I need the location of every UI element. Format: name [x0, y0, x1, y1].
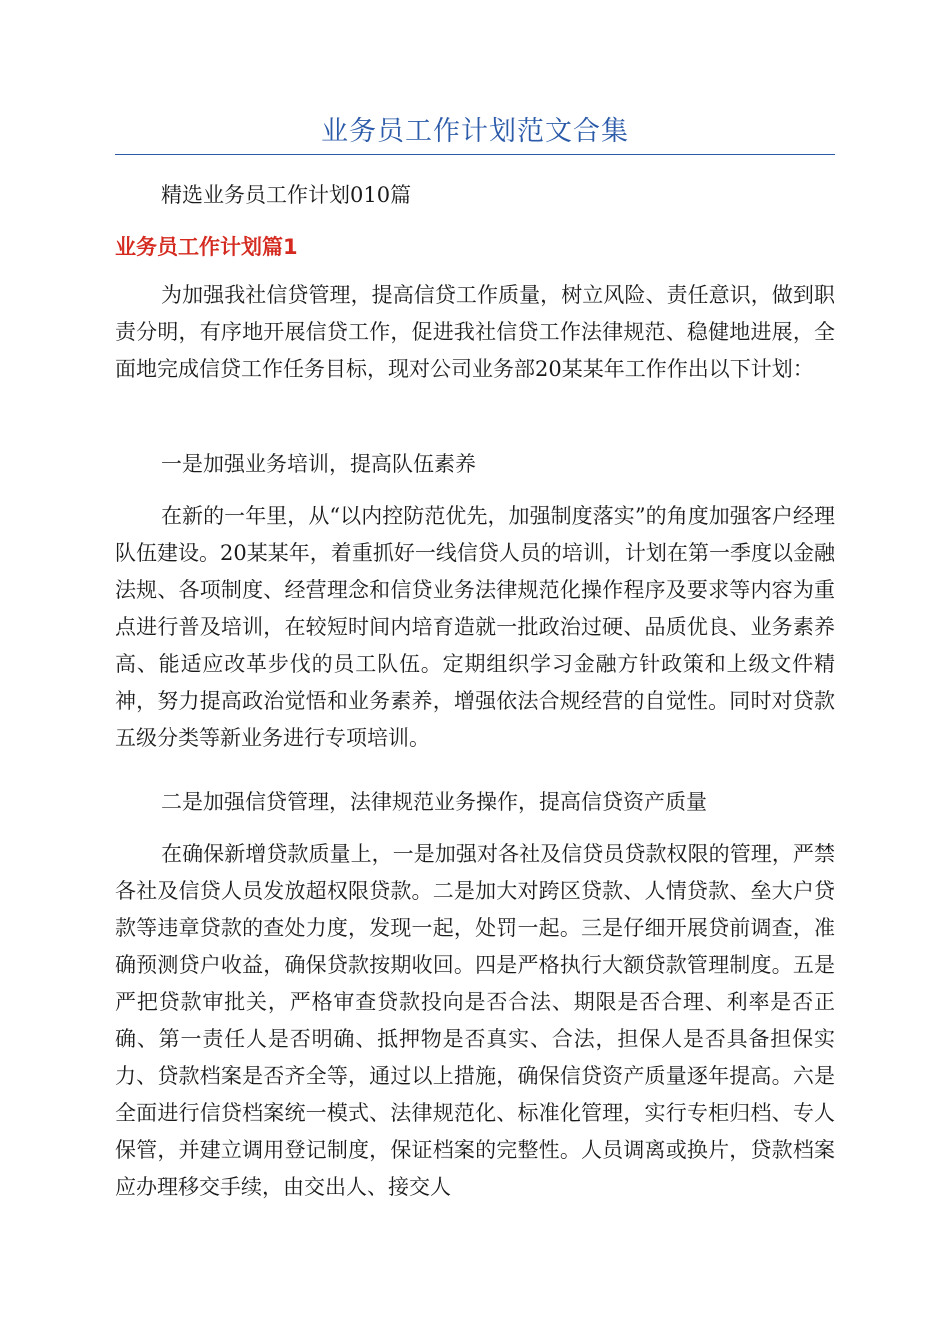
subheading-credit-management: 二是加强信贷管理，法律规范业务操作，提高信贷资产质量	[161, 790, 707, 814]
section-heading: 业务员工作计划篇1	[115, 235, 298, 259]
training-paragraph: 在新的一年里，从“以内控防范优先，加强制度落实”的角度加强客户经理队伍建设。20某某年，着重抓好一线信贷人员的培训，计划在第一季度以金融法规、各项制度、经营理念和信贷业务法律规范化操作程序及要求等内容为重点进行普及培训，在较短时间内培育造就一批政治过硬、品质优良、业务素养高、能适应改革步伐的员工队伍。定期组织学习金融方针政策和上级文件精神，努力提高政治觉悟和业务素养，增强依法合规经营的自觉性。同时对贷款五级分类等新业务进行专项培训。	[115, 504, 835, 750]
document-subtitle: 精选业务员工作计划010篇	[161, 183, 412, 207]
credit-management-paragraph: 在确保新增贷款质量上，一是加强对各社及信贷员贷款权限的管理，严禁各社及信贷人员发放超权限贷款。二是加大对跨区贷款、人情贷款、垒大户贷款等违章贷款的查处力度，发现一起，处罚一起。三是仔细开展贷前调查，准确预测贷户收益，确保贷款按期收回。四是严格执行大额贷款管理制度。五是严把贷款审批关，严格审查贷款投向是否合法、期限是否合理、利率是否正确、第一责任人是否明确、抵押物是否真实、合法，担保人是否具备担保实力、贷款档案是否齐全等，通过以上措施，确保信贷资产质量逐年提高。六是全面进行信贷档案统一模式、法律规范化、标准化管理，实行专柜归档、专人保管，并建立调用登记制度，保证档案的完整性。人员调离或换片，贷款档案应办理移交手续，由交出人、接交人	[115, 842, 835, 1199]
document-title: 业务员工作计划范文合集	[321, 116, 629, 147]
intro-paragraph: 为加强我社信贷管理，提高信贷工作质量，树立风险、责任意识，做到职责分明，有序地开展信贷工作，促进我社信贷工作法律规范、稳健地进展，全面地完成信贷工作任务目标，现对公司业务部20某某年工作作出以下计划：	[115, 283, 835, 381]
subheading-training: 一是加强业务培训，提高队伍素养	[161, 452, 476, 476]
title-underline	[115, 154, 835, 155]
